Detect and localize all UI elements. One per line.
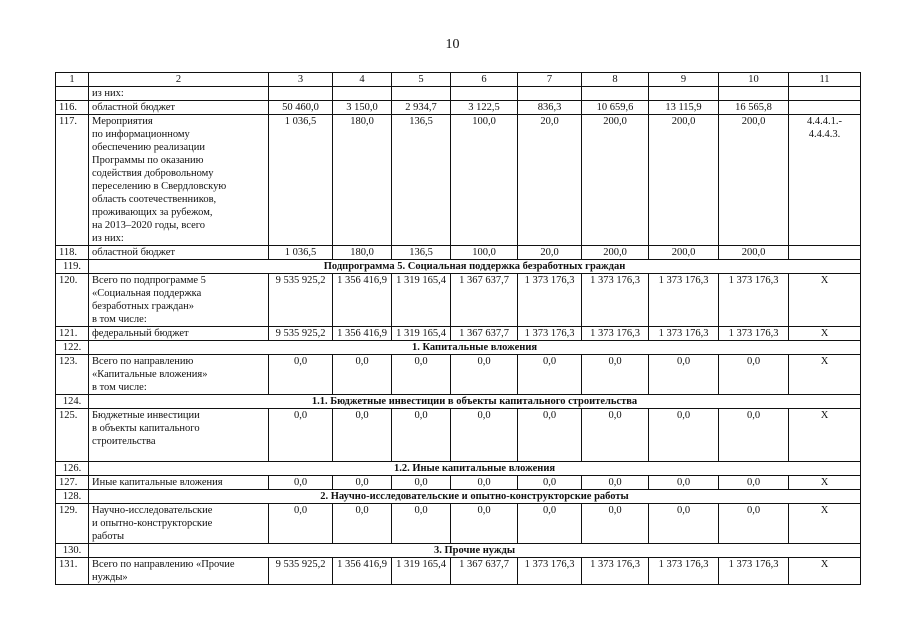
amount-cell: 9 535 925,2 [269,327,333,341]
column-number: 1 [56,73,89,87]
column-number: 11 [789,73,861,87]
table-row [56,504,861,544]
column-number: 2 [89,73,269,87]
target-code-cell: Х [789,504,861,544]
amount-cell: 0,0 [649,355,719,395]
target-code-cell: Х [789,476,861,490]
amount-cell: 100,0 [451,115,518,246]
amount-cell: 0,0 [518,409,582,462]
section-row [56,395,861,409]
amount-cell: 1 036,5 [269,246,333,260]
column-number-row [56,73,861,87]
column-number: 6 [451,73,518,87]
amount-cell: 3 150,0 [333,101,392,115]
target-code-cell: 4.4.4.1.- 4.4.4.3. [789,115,861,246]
row-number: 128. [56,490,89,504]
amount-cell: 0,0 [649,476,719,490]
amount-cell: 200,0 [649,246,719,260]
amount-cell: 1 373 176,3 [518,274,582,327]
amount-cell: 180,0 [333,115,392,246]
table-row [56,274,861,327]
row-number: 122. [56,341,89,355]
amount-cell: 0,0 [392,409,451,462]
amount-cell: 9 535 925,2 [269,274,333,327]
row-name: федеральный бюджет [89,327,269,341]
amount-cell: 0,0 [269,355,333,395]
amount-cell: 0,0 [518,504,582,544]
amount-cell: 1 373 176,3 [518,327,582,341]
table-row [56,558,861,585]
amount-cell: 1 373 176,3 [649,274,719,327]
row-name: областной бюджет [89,246,269,260]
row-number: 124. [56,395,89,409]
amount-cell: 1 367 637,7 [451,327,518,341]
section-title: Подпрограмма 5. Социальная поддержка безработных граждан [89,260,861,274]
amount-cell: 136,5 [392,115,451,246]
amount-cell: 0,0 [333,409,392,462]
section-row [56,544,861,558]
amount-cell [649,87,719,101]
amount-cell: 0,0 [333,504,392,544]
amount-cell: 1 373 176,3 [582,558,649,585]
amount-cell: 9 535 925,2 [269,558,333,585]
column-number: 5 [392,73,451,87]
amount-cell: 1 373 176,3 [649,327,719,341]
row-name: Бюджетные инвестиции в объекты капитального строительства [89,409,269,462]
amount-cell: 1 319 165,4 [392,327,451,341]
target-code-cell: Х [789,327,861,341]
column-number: 4 [333,73,392,87]
amount-cell: 1 367 637,7 [451,274,518,327]
row-number: 126. [56,462,89,476]
row-name: Мероприятия по информационному обеспечению реализации Программы по оказанию содействия добровольному переселению в Свердловскую область соотечественников, проживающих за рубежом, на 2013–2020 годы, всего из них: [89,115,269,246]
amount-cell: 0,0 [451,409,518,462]
amount-cell: 136,5 [392,246,451,260]
section-row [56,462,861,476]
amount-cell: 0,0 [269,504,333,544]
amount-cell: 1 356 416,9 [333,327,392,341]
amount-cell: 0,0 [649,504,719,544]
row-number [56,87,89,101]
amount-cell: 20,0 [518,115,582,246]
target-code-cell: Х [789,355,861,395]
amount-cell: 0,0 [582,355,649,395]
row-name: Всего по направлению «Прочие нужды» [89,558,269,585]
amount-cell: 0,0 [719,504,789,544]
amount-cell: 0,0 [269,409,333,462]
section-title: 1.1. Бюджетные инвестиции в объекты капитального строительства [89,395,861,409]
amount-cell: 0,0 [269,476,333,490]
row-number: 120. [56,274,89,327]
amount-cell: 200,0 [582,246,649,260]
row-name: из них: [89,87,269,101]
row-number: 117. [56,115,89,246]
row-number: 131. [56,558,89,585]
amount-cell [333,87,392,101]
amount-cell: 836,3 [518,101,582,115]
amount-cell: 0,0 [719,409,789,462]
section-row [56,490,861,504]
amount-cell: 0,0 [518,355,582,395]
section-title: 3. Прочие нужды [89,544,861,558]
amount-cell: 0,0 [719,476,789,490]
budget-table [55,72,861,585]
table-row [56,355,861,395]
row-name: областной бюджет [89,101,269,115]
amount-cell: 0,0 [518,476,582,490]
page-number: 10 [445,37,460,52]
amount-cell: 0,0 [392,504,451,544]
amount-cell: 1 036,5 [269,115,333,246]
row-number: 127. [56,476,89,490]
row-number: 119. [56,260,89,274]
table-row [56,101,861,115]
target-code-cell [789,246,861,260]
amount-cell: 2 934,7 [392,101,451,115]
amount-cell: 200,0 [719,115,789,246]
amount-cell [582,87,649,101]
table-row [56,246,861,260]
amount-cell: 0,0 [719,355,789,395]
amount-cell: 0,0 [582,409,649,462]
column-number: 8 [582,73,649,87]
amount-cell: 1 367 637,7 [451,558,518,585]
column-number: 10 [719,73,789,87]
row-number: 118. [56,246,89,260]
table-row [56,115,861,246]
amount-cell: 0,0 [333,355,392,395]
section-row [56,341,861,355]
amount-cell: 1 356 416,9 [333,274,392,327]
amount-cell: 0,0 [451,355,518,395]
target-code-cell: Х [789,558,861,585]
amount-cell: 1 373 176,3 [719,558,789,585]
row-name: Иные капитальные вложения [89,476,269,490]
amount-cell: 0,0 [451,504,518,544]
amount-cell: 1 373 176,3 [582,327,649,341]
amount-cell: 1 373 176,3 [649,558,719,585]
amount-cell: 1 356 416,9 [333,558,392,585]
row-name: Всего по подпрограмме 5 «Социальная поддержка безработных граждан» в том числе: [89,274,269,327]
amount-cell: 0,0 [392,476,451,490]
amount-cell: 100,0 [451,246,518,260]
amount-cell: 16 565,8 [719,101,789,115]
amount-cell: 0,0 [333,476,392,490]
row-number: 125. [56,409,89,462]
row-name: Научно-исследовательские и опытно-конструкторские работы [89,504,269,544]
amount-cell: 20,0 [518,246,582,260]
table-row [56,87,861,101]
target-code-cell [789,87,861,101]
amount-cell: 0,0 [649,409,719,462]
amount-cell [392,87,451,101]
amount-cell: 0,0 [582,504,649,544]
amount-cell: 3 122,5 [451,101,518,115]
column-number: 7 [518,73,582,87]
amount-cell: 1 319 165,4 [392,274,451,327]
amount-cell: 1 373 176,3 [719,274,789,327]
target-code-cell: Х [789,409,861,462]
amount-cell [451,87,518,101]
table-row [56,409,861,462]
section-title: 2. Научно-исследовательские и опытно-конструкторские работы [89,490,861,504]
amount-cell: 1 319 165,4 [392,558,451,585]
amount-cell: 0,0 [392,355,451,395]
amount-cell: 0,0 [582,476,649,490]
amount-cell: 1 373 176,3 [719,327,789,341]
amount-cell: 13 115,9 [649,101,719,115]
column-number: 9 [649,73,719,87]
amount-cell [518,87,582,101]
target-code-cell [789,101,861,115]
amount-cell: 200,0 [582,115,649,246]
amount-cell: 1 373 176,3 [518,558,582,585]
section-title: 1.2. Иные капитальные вложения [89,462,861,476]
table-row [56,476,861,490]
amount-cell: 200,0 [719,246,789,260]
amount-cell: 10 659,6 [582,101,649,115]
amount-cell: 180,0 [333,246,392,260]
amount-cell [719,87,789,101]
row-number: 121. [56,327,89,341]
target-code-cell: Х [789,274,861,327]
table-row [56,327,861,341]
row-number: 123. [56,355,89,395]
amount-cell: 1 373 176,3 [582,274,649,327]
amount-cell: 200,0 [649,115,719,246]
row-number: 130. [56,544,89,558]
row-number: 116. [56,101,89,115]
row-name: Всего по направлению «Капитальные вложения» в том числе: [89,355,269,395]
row-number: 129. [56,504,89,544]
amount-cell: 0,0 [451,476,518,490]
amount-cell: 50 460,0 [269,101,333,115]
section-row [56,260,861,274]
section-title: 1. Капитальные вложения [89,341,861,355]
column-number: 3 [269,73,333,87]
amount-cell [269,87,333,101]
